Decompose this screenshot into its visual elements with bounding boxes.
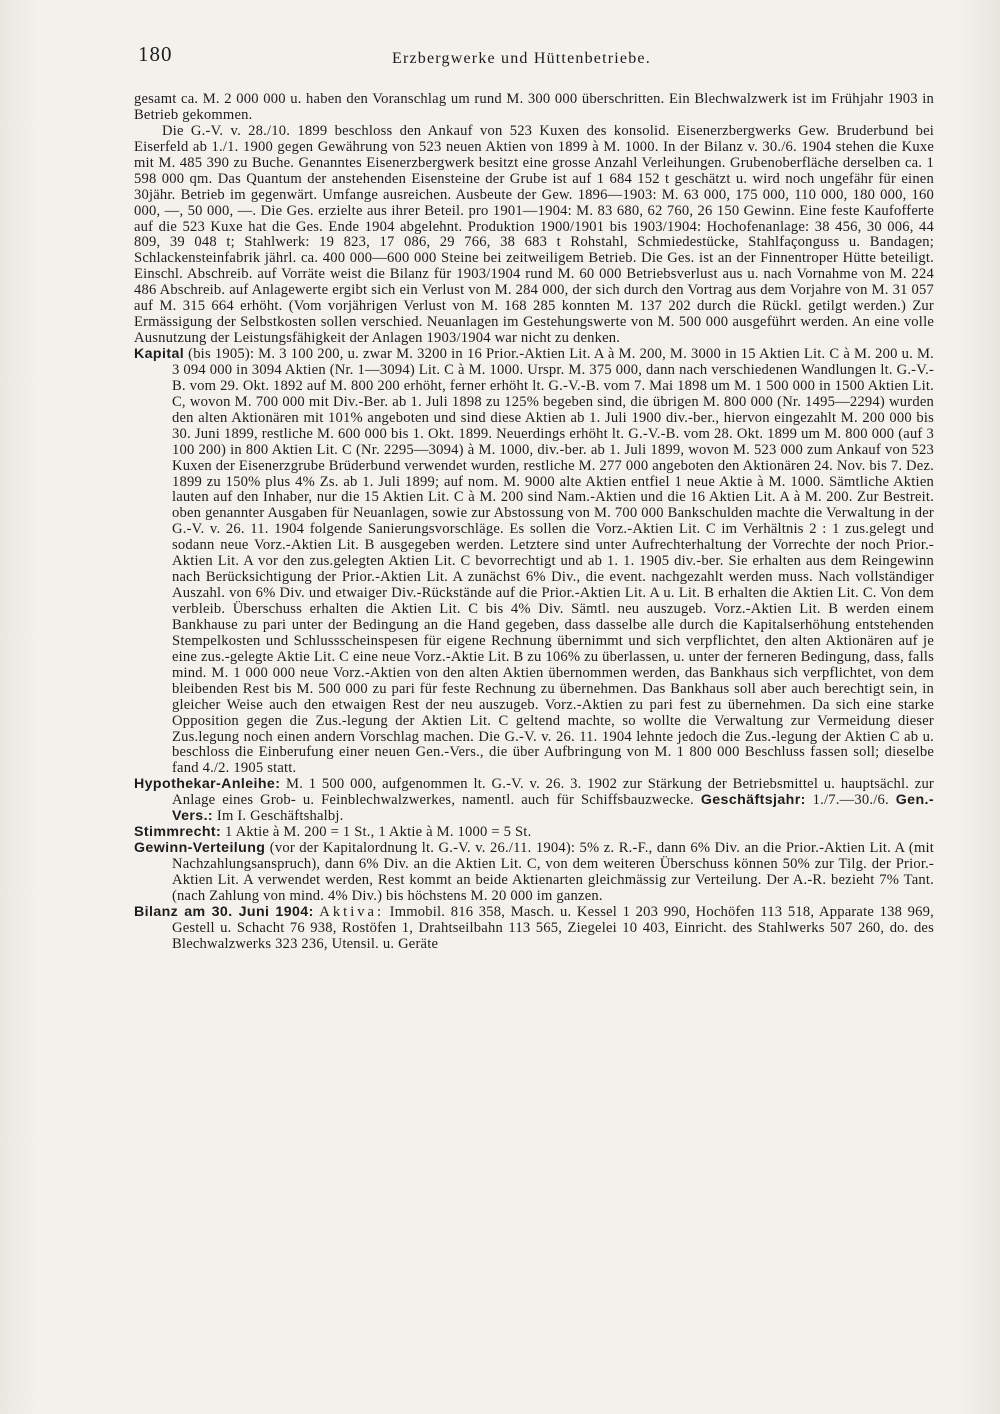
bilanz-text: Immobil. 816 358, Masch. u. Kessel 1 203 990, Hochöfen 113 518, Apparate 138 969, Gestell u. Schacht 76 938, Rostöfen 1, Drahtseilbahn 113 565, Ziegelei 10 403, Einricht. des Stahlwerks 507 260, do. des Blechwalzwerks 323 236, Utensil. u. Geräte <box>172 903 935 952</box>
aktiva-label: Aktiva: <box>319 903 385 920</box>
geschaeftsjahr-label: Geschäftsjahr: <box>700 792 806 809</box>
section-kapital <box>134 347 934 777</box>
gewinn-text: (vor der Kapitalordnung lt. G.-V. v. 26./11. 1904): 5% z. R.-F., dann 6% Div. an die Prior.-Aktien Lit. A (mit Nachzahlungsanspruch), dann 6% Div. an die Aktien Lit. C, von dem weiteren Überschuss können 50% zur Tilg. der Prior.-Aktien Lit. A verwendet werden, Rest kommt an beide Aktienarten gleichmässig zur Verteilung. Der A.-R. bezieht 7% Tant. (nach Zahlung von mind. 4% Div.) bis höchstens M. 20 000 im ganzen. <box>172 840 934 904</box>
page-header <box>138 42 938 72</box>
gen-vers-label: Gen.-Vers.: <box>172 792 935 825</box>
section-stimmrecht <box>134 825 934 841</box>
hypothek-text: M. 1 500 000, aufgenommen lt. G.-V. v. 26. 3. 1902 zur Stärkung der Betriebsmittel u. hauptsächl. zur Anlage eines Grob- u. Feinblechwalzwerkes, namentl. auch für Schiffsbauzwecke. <box>172 776 934 809</box>
geschaeftsjahr-text: 1./7.—30./6. <box>805 792 889 809</box>
running-title: Erzbergwerke und Hüttenbetriebe. <box>392 50 651 67</box>
gewinn-label: Gewinn-Verteilung <box>134 840 266 857</box>
hypothek-label: Hypothekar-Anleihe: <box>134 776 281 793</box>
section-hypothekar-anleihe <box>134 777 934 825</box>
kapital-label: Kapital <box>134 346 185 362</box>
paragraph-history: Die G.-V. v. 28./10. 1899 beschloss den Ankauf von 523 Kuxen des konsolid. Eisenerzbergwerks Gew. Bruderbund bei Eiserfeld ab 1./1. 1900 gegen Gewährung von 523 neuen Aktien von 1899 à M. 1000. In der Bilanz v. 30./6. 1904 stehen die Kuxe mit M. 485 390 zu Buche. Genanntes Eisenerzbergwerk besitzt eine grosse Anzahl Verleihungen. Grubenoberfläche derselben ca. 1 598 000 qm. Das Quantum der anstehenden Eisensteine der Grube ist auf 1 684 152 t geschätzt u. wird noch ungefähr für einen 30jähr. Betrieb im gegenwärt. Umfange ausreichen. Ausbeute der Gew. 1896—1903: M. 63 000, 175 000, 110 000, 180 000, 160 000, —, 50 000, —. Die Ges. erzielte aus ihrer Beteil. pro 1901—1904: M. 83 680, 62 760, 26 150 Gewinn. Eine feste Kaufofferte auf die 523 Kuxe hat die Ges. Ende 1904 abgelehnt. Produktion 1900/1901 bis 1903/1904: Hochofenanlage: 38 456, 30 006, 44 809, 39 048 t; Stahlwerk: 19 823, 17 086, 29 766, 38 683 t Rohstahl, Schmiedestücke, Stahlfaçonguss u. Bandagen; Schlackensteinfabrik jährl. ca. 400 000—600 000 Steine bei zeitweiligem Betrieb. Die Ges. ist an der Finnentroper Hütte beteiligt. Einschl. Abschreib. auf Vorräte weist die Bilanz für 1903/1904 rund M. 60 000 Betriebsverlust aus u. nach Vornahme von M. 224 486 Abschreib. auf Anlagewerte ergibt sich ein Verlust von M. 284 000, der sich durch den Vortrag aus dem Vorjahre von M. 31 057 auf M. 315 664 erhöht. (Vom vorjährigen Verlust von M. 168 285 konnten M. 137 202 durch die Rückl. getilgt werden.) Zur Ermässigung der Selbstkosten sollen verschied. Neuanlagen im Gestehungswerte von M. 500 000 ausgeführt werden. An eine volle Ausnutzung der Leistungsfähigkeit der Anlagen 1903/1904 war nicht zu denken. <box>134 122 934 347</box>
section-bilanz <box>134 905 934 953</box>
page-number: 180 <box>138 42 173 66</box>
paragraph-history-continued: gesamt ca. M. 2 000 000 u. haben den Voranschlag um rund M. 300 000 überschritten. Ein Blechwalzwerk ist im Frühjahr 1903 in Betrieb gekommen. <box>134 91 934 123</box>
page-body <box>134 92 934 953</box>
bilanz-label: Bilanz am 30. Juni 1904: <box>134 903 314 920</box>
stimmrecht-text: 1 Aktie à M. 200 = 1 St., 1 Aktie à M. 1000 = 5 St. <box>221 824 532 841</box>
kapital-text: (bis 1905): M. 3 100 200, u. zwar M. 3200 in 16 Prior.-Aktien Lit. A à M. 200, M. 3000 in 15 Aktien Lit. C à M. 200 u. M. 3 094 000 in 3094 Aktien (Nr. 1—3094) Lit. C à M. 1000. Urspr. M. 375 000, dann nach verschiedenen Wandlungen lt. G.-V.-B. vom 29. Okt. 1892 auf M. 800 200 erhöht, ferner erhöht lt. G.-V.-B. vom 7. Mai 1898 um M. 1 500 000 in 1500 Aktien Lit. C, wovon M. 700 000 mit Div.-Ber. ab 1. Juli 1898 zu 125% begeben sind, die übrigen M. 800 000 (Nr. 1495—2294) wurden den alten Aktionären mit 101% angeboten und sind diese Aktien ab 1. Juli 1900 div.-ber., hiervon eingezahlt M. 200 000 bis 30. Juni 1899, restliche M. 600 000 bis 1. Okt. 1899. Neuerdings erhöht lt. G.-V.-B. vom 28. Okt. 1899 um M. 800 000 (auf 3 100 200) in 800 Aktien Lit. C (Nr. 2295—3094) à M. 1000, div.-ber. ab 1. Juli 1899, wovon M. 523 000 zum Ankauf von 523 Kuxen der Eisenerzgrube Brüderbund verwendet wurden, restliche M. 277 000 angeboten den Aktionären 24. Nov. bis 7. Dez. 1899 zu 150% plus 4% Zs. ab 1. Juli 1899; auf nom. M. 9000 alte Aktien entfiel 1 neue Aktie à M. 1000. Sämtliche Aktien lauten auf den Inhaber, nur die 15 Aktien Lit. C à M. 200 sind Nam.-Aktien und die 16 Aktien Lit. A à M. 200. Zur Bestreit. oben genannter Ausgaben für Neuanlagen, sowie zur Abstossung von M. 700 000 Bankschulden machte die Verwaltung in der G.-V. v. 26. 11. 1904 folgende Sanierungsvorschläge. Es sollen die Vorz.-Aktien Lit. C im Verhältnis 2 : 1 zus.gelegt und sodann neue Vorz.-Aktien Lit. B ausgegeben werden. Letztere sind unter Aufrechterhaltung der Vorrechte der noch Prior.-Aktien Lit. A vor den zus.gelegten Aktien Lit. C bevorrechtigt und ab 1. 1. 1905 div.-ber. Sie erhalten aus dem Reingewinn nach Berücksichtigung der Prior.-Aktien Lit. A zunächst 6% Div., die event. nachgezahlt werden muss. Nach vollständiger Auszahl. von 6% Div. und etwaiger Div.-Rückstände auf die Prior.-Aktien Lit. A u. Lit. B erhalten die Aktien Lit. C. Von dem verbleib. Überschuss erhalten die Aktien Lit. C bis 4% Div. Sämtl. neu auszugeb. Vorz.-Aktien Lit. B werden einem Bankhause zu pari unter der Bedingung an die Hand gegeben, dass dasselbe alle durch die Kapitalserhöhung entstehenden Stempelkosten und Schlussscheinspesen für eigene Rechnung übernimmt und sich verpflichtet, den alten Aktionären auf je eine zus.-gelegte Aktie Lit. C eine neue Vorz.-Aktie Lit. B zu 106% zu überlassen, u. unter der ferneren Bedingung, dass, falls mind. M. 1 000 000 neue Vorz.-Aktien von den alten Aktien übernommen werden, das Bankhaus sich verpflichtet, von dem bleibenden Rest bis M. 500 000 zu pari für feste Rechnung zu übernehmen. Das Bankhaus soll aber auch berechtigt sein, in gleicher Weise auch den etwaigen Rest der neu auszugeb. Vorz.-Aktien zu pari fest zu übernehmen. Da sich eine starke Opposition gegen die Zus.-legung der Aktien Lit. C geltend machte, so wollte die Verwaltung zur Vermeidung dieser Zus.legung noch einen andern Vorschlag machen. Die G.-V. v. 26. 11. 1904 lehnte jedoch die Zus.-legung der Aktien C ab u. beschloss die Einberufung einer neuen Gen.-Vers., die über Aufbringung von M. 1 800 000 Beschluss fassen soll; dieselbe fand 4./2. 1905 statt. <box>172 346 934 777</box>
stimmrecht-label: Stimmrecht: <box>134 824 222 841</box>
section-gewinn-verteilung <box>134 841 934 905</box>
gen-vers-text: Im I. Geschäftshalbj. <box>213 808 344 825</box>
